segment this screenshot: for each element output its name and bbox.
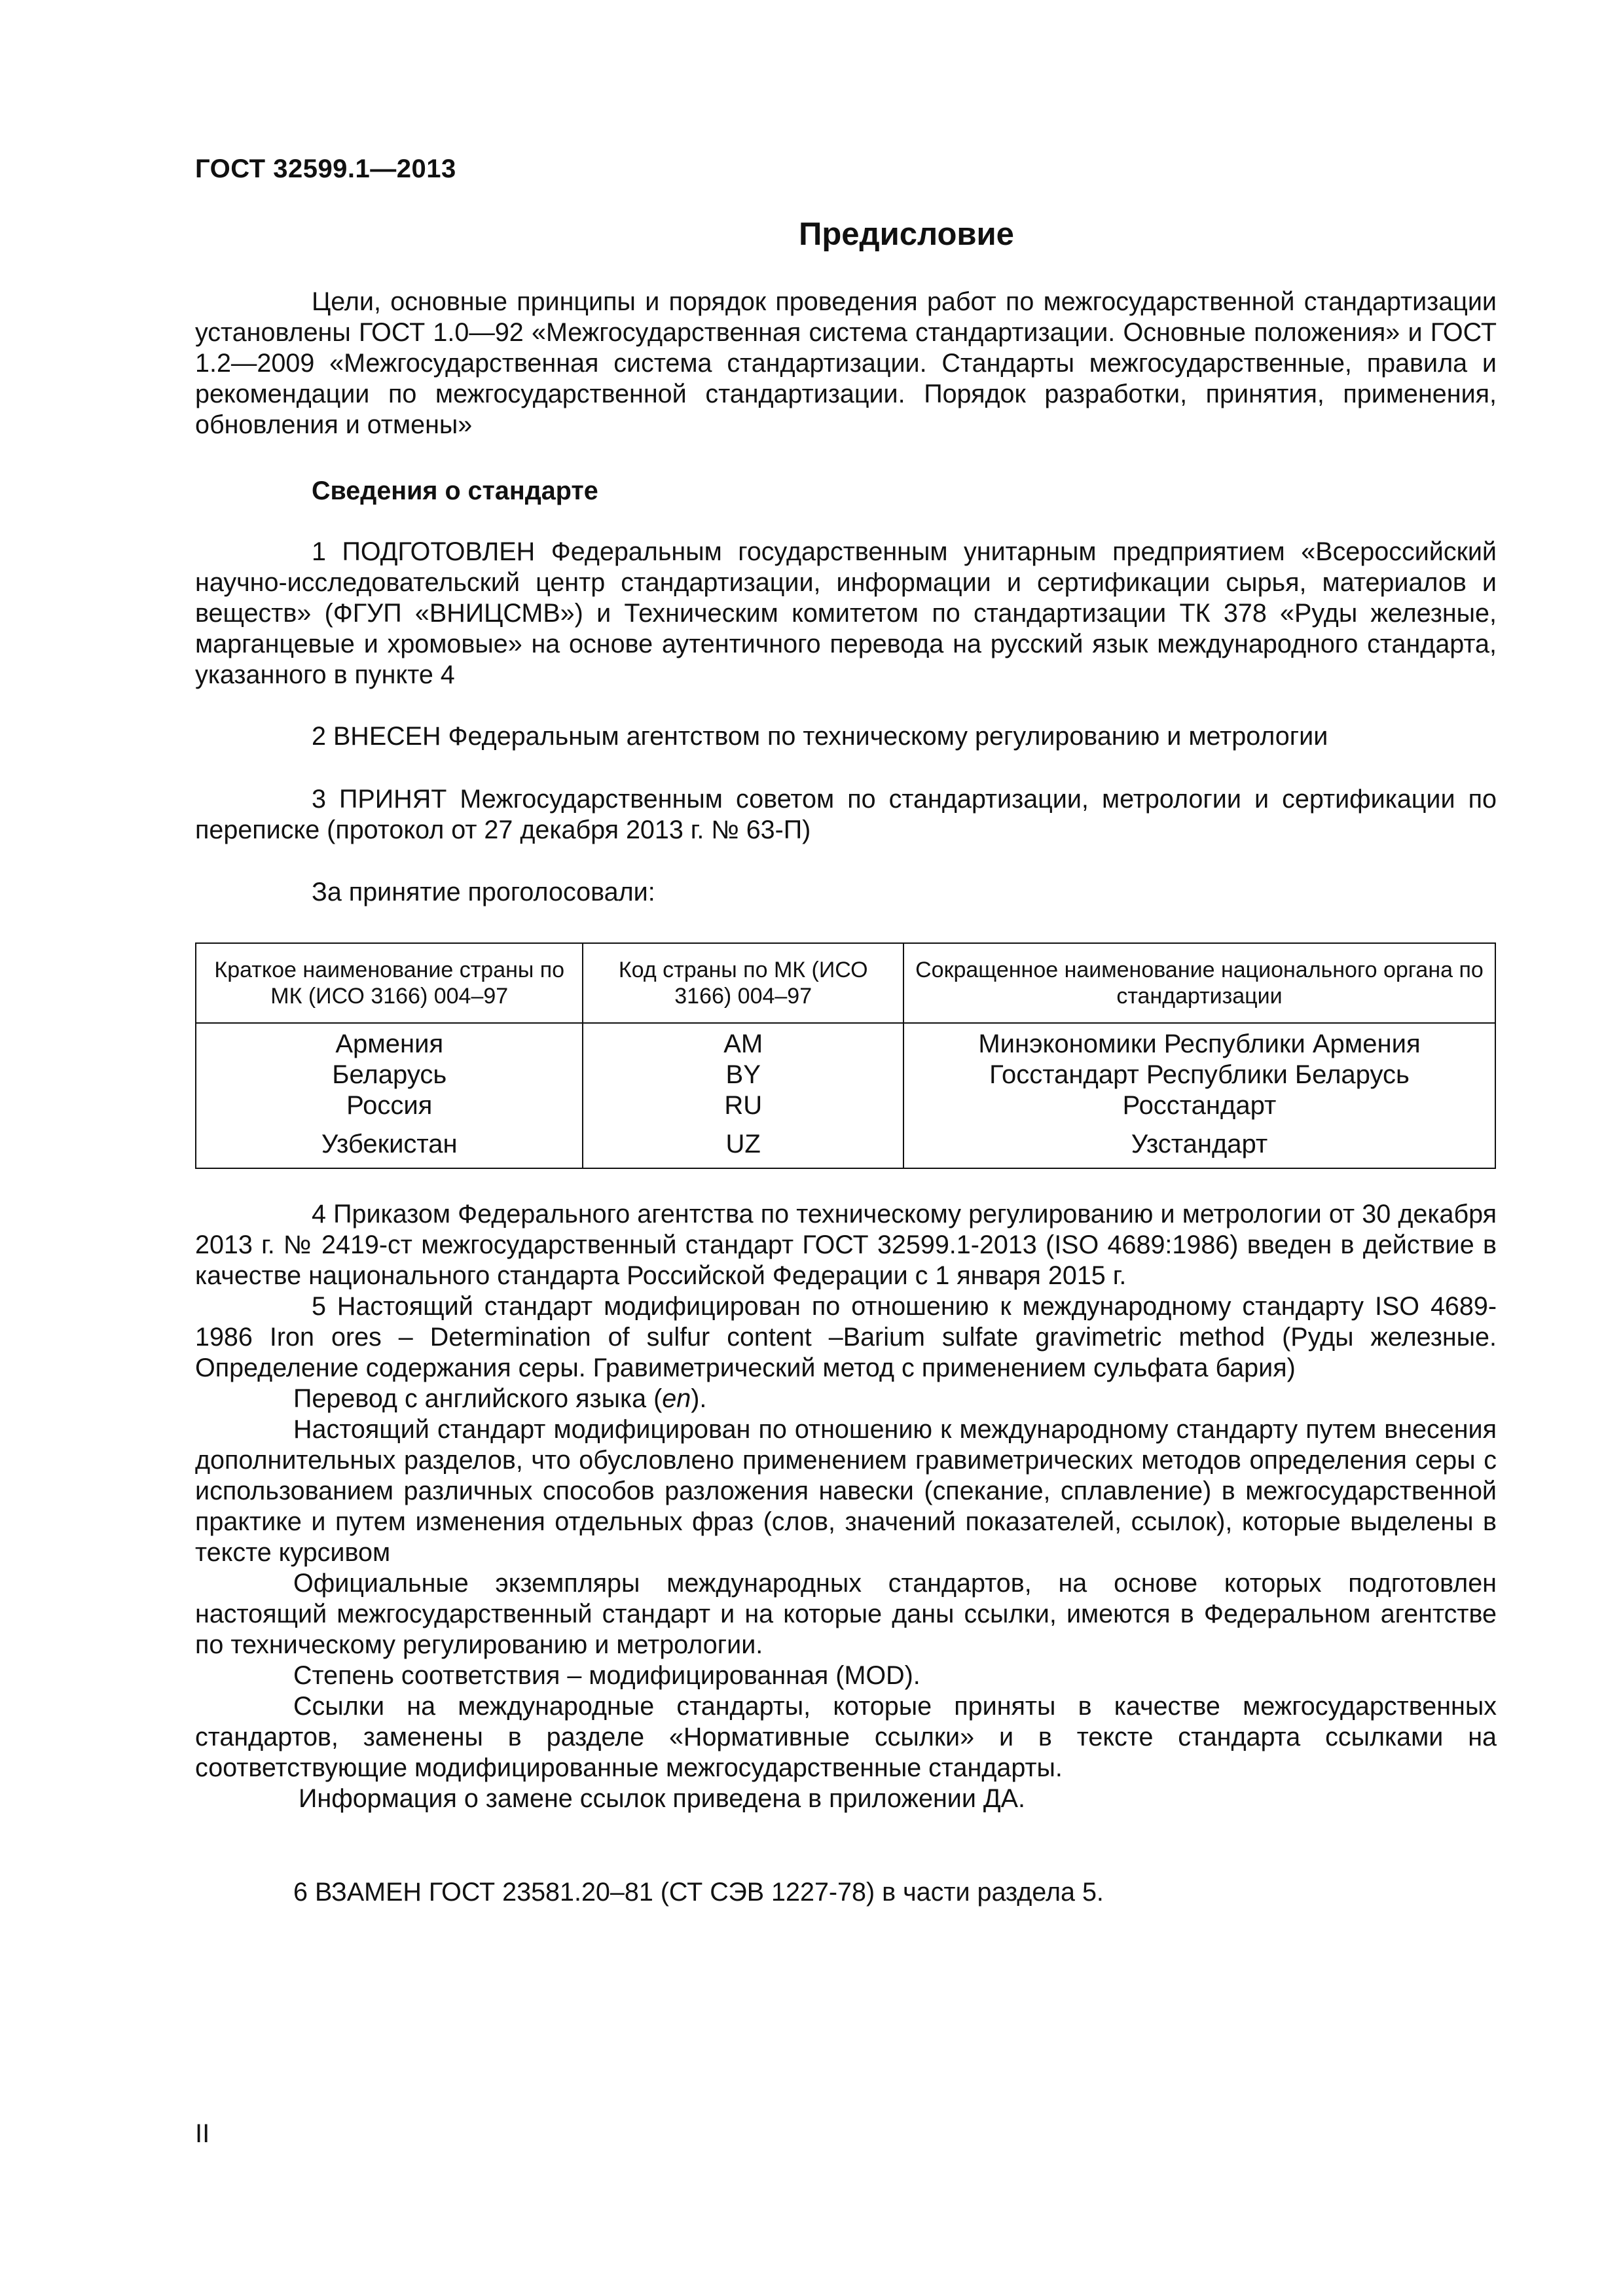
table-row (196, 1121, 1495, 1168)
table-header-code: Код страны по МК (ИСО 3166) 004–97 (583, 943, 903, 1023)
item-4-order: 4 Приказом Федерального агентства по техническому регулированию и метрологии от 30 декабря 2013 г. № 2419-ст межгосударственный стандарт ГОСТ 32599.1-2013 (ISO 4689:1986) введен в действие в качестве национального стандарта Российской Федерации с 1 января 2015 г. (195, 1200, 1497, 1290)
table-cell-code: AM (583, 1023, 903, 1060)
table-cell-authority: Росстандарт (903, 1090, 1495, 1121)
item-2-submitted: 2 ВНЕСЕН Федеральным агентством по техническому регулированию и метрологии (312, 722, 1328, 751)
page-title: Предисловие (799, 217, 1014, 252)
table-row (196, 1023, 1495, 1060)
table-header-authority: Сокращенное наименование национального органа по стандартизации (903, 943, 1495, 1023)
official-copies-note: Официальные экземпляры международных стандартов, на основе которых подготовлен настоящий межгосударственный стандарт и на которые даны ссылки, имеются в Федеральном агентстве по техническому регулированию и метрологии. (195, 1569, 1497, 1659)
item-3-adopted: 3 ПРИНЯТ Межгосударственным советом по стандартизации, метрологии и сертификации по переписке (протокол от 27 декабря 2013 г. № 63-П) (195, 785, 1497, 844)
voting-countries-table (195, 942, 1496, 1169)
item-5-modification: 5 Настоящий стандарт модифицирован по отношению к международному стандарту ISO 4689-1986 Iron ores – Determination of sulfur content –Barium sulfate gravimetric method (Руды железные. Определение содержания серы. Гравиметрический метод с применением сульфата бария) (195, 1292, 1497, 1382)
about-standard-heading: Сведения о стандарте (312, 476, 598, 505)
references-note: Ссылки на международные стандарты, которые приняты в качестве межгосударственных стандартов, заменены в разделе «Нормативные ссылки» и в тексте стандарта ссылками на соответствующие модифицированные межгосударственные стандарты. (195, 1692, 1497, 1782)
table-cell-authority: Минэкономики Республики Армения (903, 1023, 1495, 1060)
table-cell-code: UZ (583, 1121, 903, 1168)
translation-note: Перевод с английского языка (en). (293, 1384, 707, 1413)
table-row (196, 1060, 1495, 1090)
table-cell-country: Беларусь (196, 1060, 583, 1090)
conformity-note: Степень соответствия – модифицированная (MOD). (293, 1661, 921, 1690)
replacement-info-note: Информация о замене ссылок приведена в приложении ДА. (299, 1784, 1025, 1813)
table-cell-country: Россия (196, 1090, 583, 1121)
translation-language: en (662, 1384, 691, 1413)
table-cell-code: RU (583, 1090, 903, 1121)
voted-label: За принятие проголосовали: (312, 878, 655, 906)
table-header-country: Краткое наименование страны по МК (ИСО 3166) 004–97 (196, 943, 583, 1023)
item-6-replaces: 6 ВЗАМЕН ГОСТ 23581.20–81 (СТ СЭВ 1227-78) в части раздела 5. (293, 1878, 1104, 1907)
table-cell-authority: Госстандарт Республики Беларусь (903, 1060, 1495, 1090)
table-cell-country: Армения (196, 1023, 583, 1060)
intro-paragraph: Цели, основные принципы и порядок проведения работ по межгосударственной стандартизации установлены ГОСТ 1.0—92 «Межгосударственная система стандартизации. Основные положения» и ГОСТ 1.2—2009 «Межгосударственная система стандартизации. Стандарты межгосударственные, правила и рекомендации по межгосударственной стандартизации. Порядок разработки, принятия, применения, обновления и отмены» (195, 287, 1497, 439)
modification-note: Настоящий стандарт модифицирован по отношению к международному стандарту путем внесения дополнительных разделов, что обусловлено применением гравиметрических методов определения серы с использованием различных способов разложения навески (спекание, сплавление) в межгосударственной практике и путем изменения отдельных фраз (слов, значений показателей, ссылок), которые выделены в тексте курсивом (195, 1415, 1497, 1567)
document-code: ГОСТ 32599.1—2013 (195, 154, 456, 183)
table-cell-authority: Узстандарт (903, 1121, 1495, 1168)
table-header-row (196, 943, 1495, 1023)
table-row (196, 1090, 1495, 1121)
table-cell-code: BY (583, 1060, 903, 1090)
page-number: II (195, 2119, 210, 2148)
item-1-prepared: 1 ПОДГОТОВЛЕН Федеральным государственным унитарным предприятием «Всероссийский научно-исследовательский центр стандартизации, информации и сертификации сырья, материалов и веществ» (ФГУП «ВНИЦСМВ») и Техническим комитетом по стандартизации ТК 378 «Руды железные, марганцевые и хромовые» на основе аутентичного перевода на русский язык международного стандарта, указанного в пункте 4 (195, 537, 1497, 689)
table-cell-country: Узбекистан (196, 1121, 583, 1168)
